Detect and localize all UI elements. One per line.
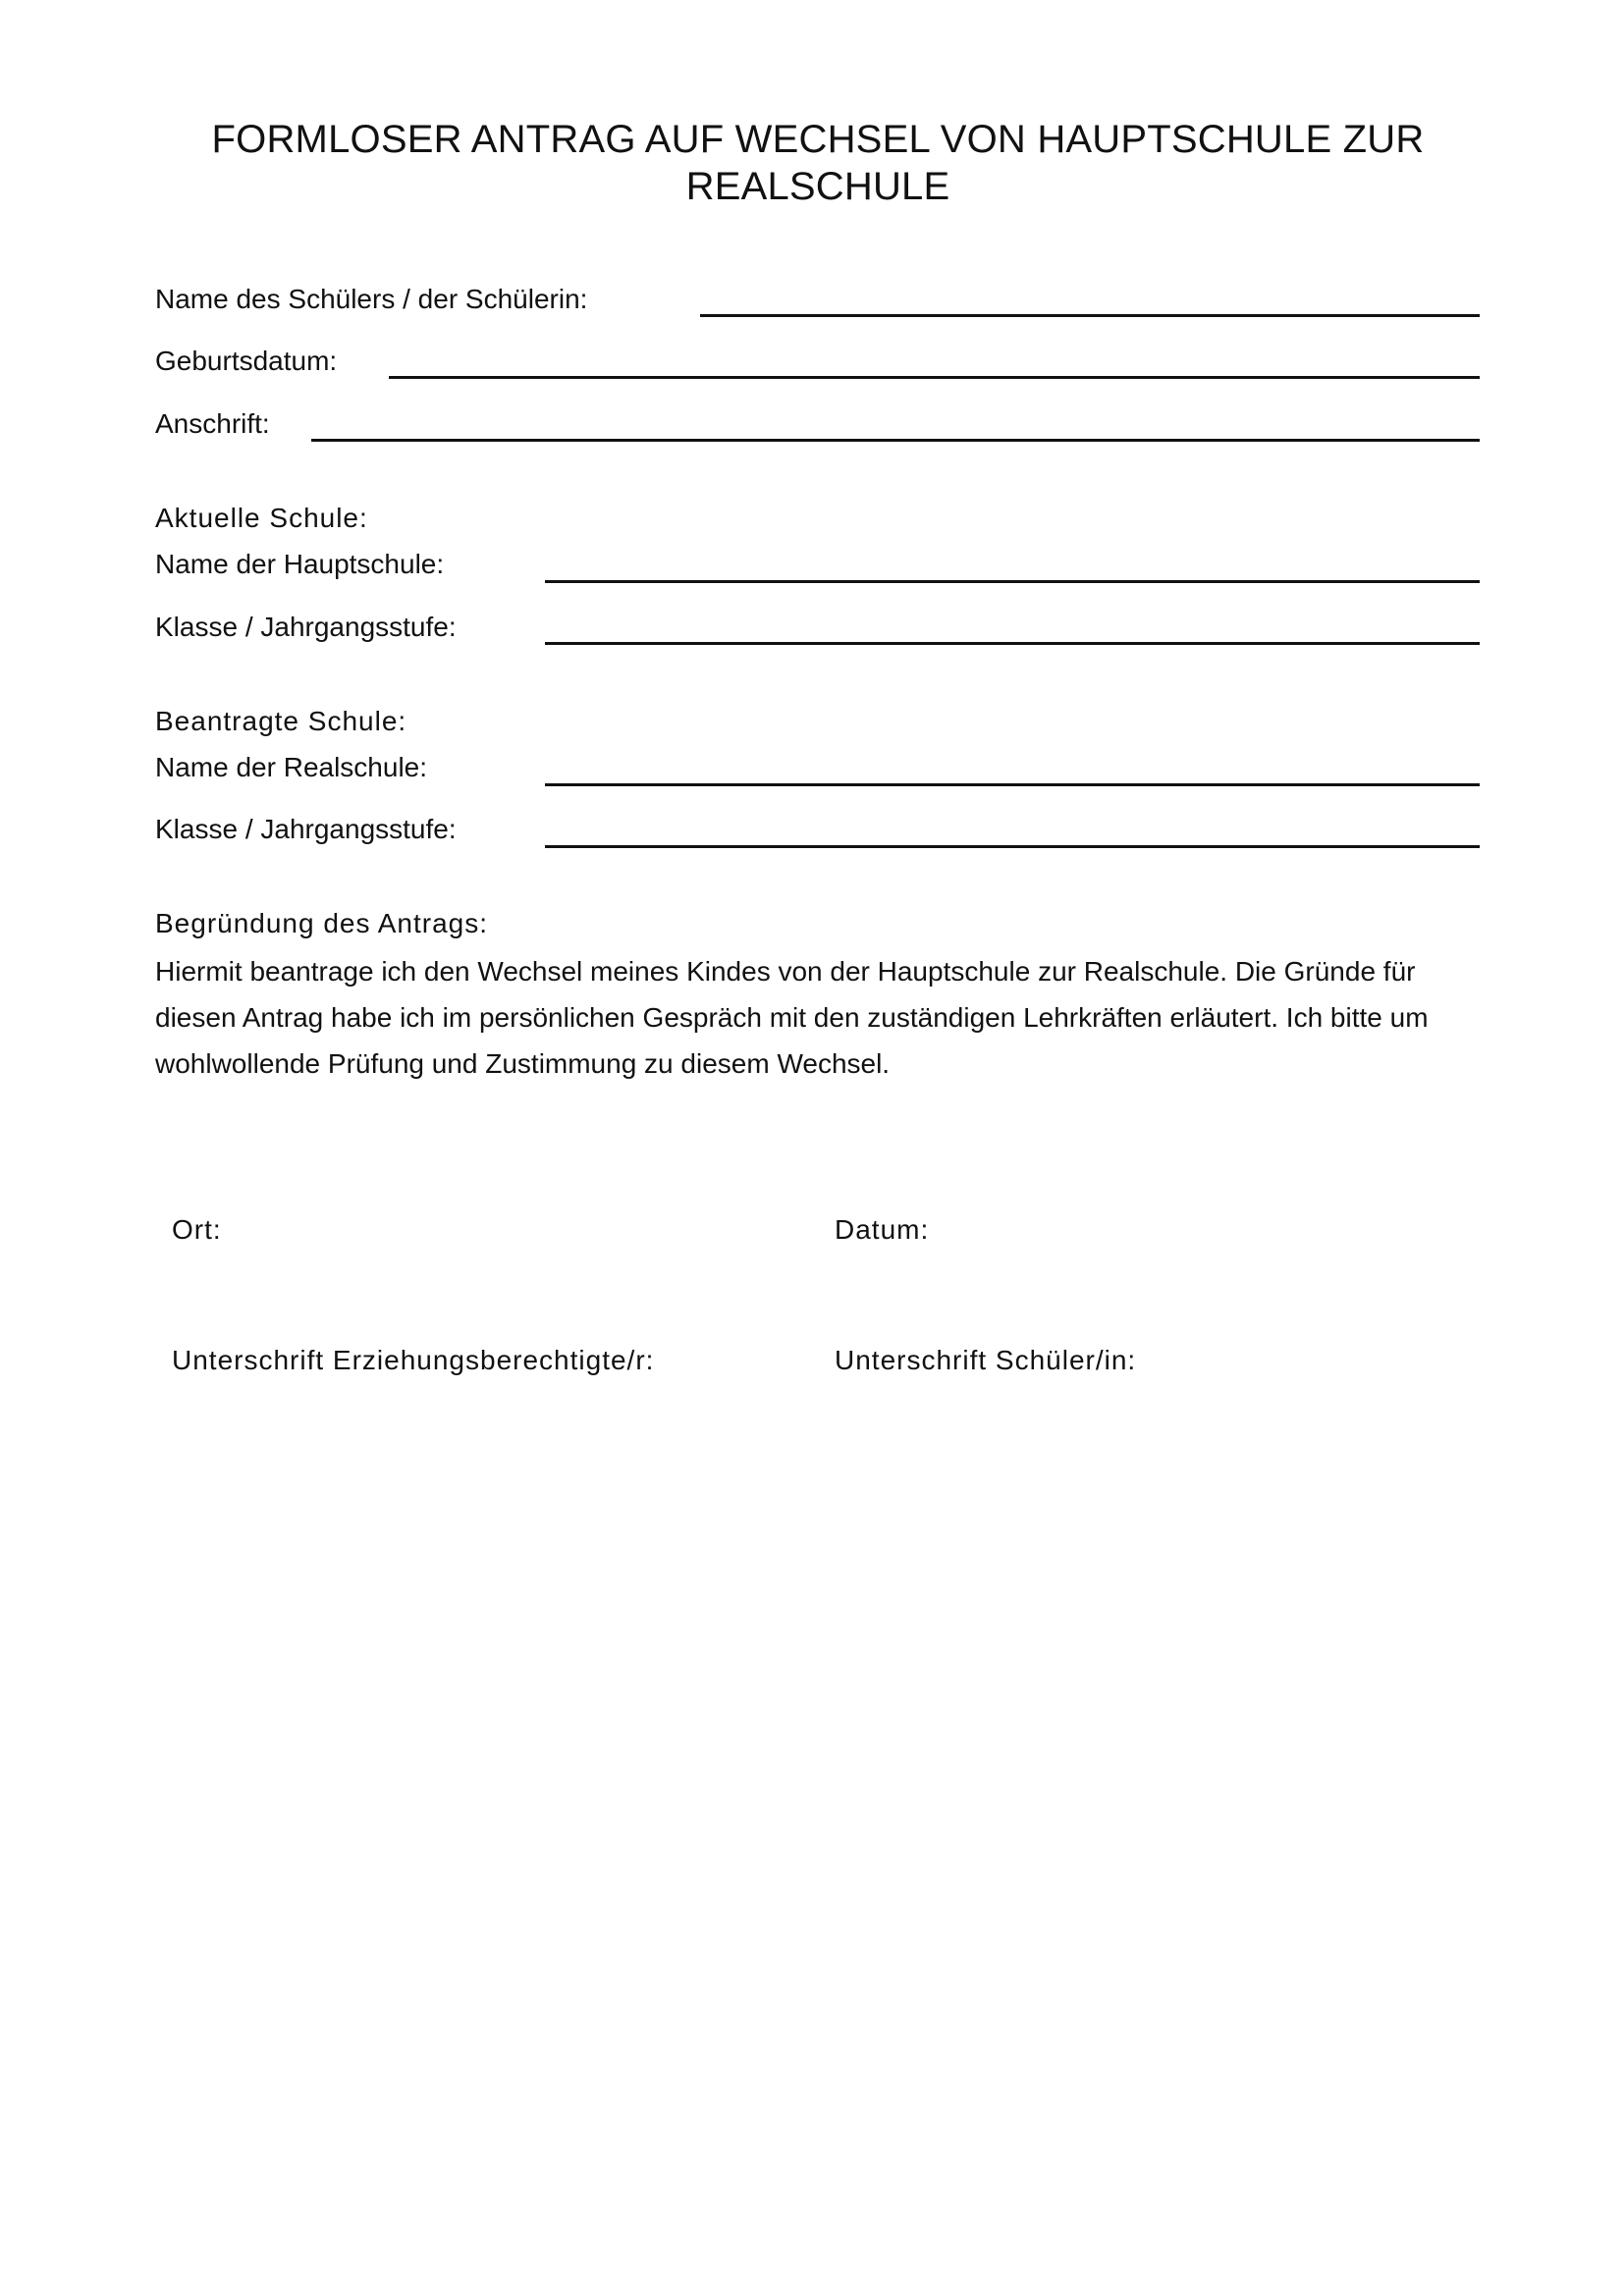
current-class-label: Klasse / Jahrgangsstufe:: [155, 612, 457, 642]
current-school-heading: Aktuelle Schule:: [155, 503, 368, 533]
requested-class-label: Klasse / Jahrgangsstufe:: [155, 814, 457, 844]
requested-school-heading: Beantragte Schule:: [155, 706, 407, 736]
current-school-name-label: Name der Hauptschule:: [155, 549, 445, 579]
current-class-field[interactable]: [545, 642, 1480, 645]
reason-text: Hiermit beantrage ich den Wechsel meines Kindes von der Hauptschule zur Realschule. Die Gründe für diesen Antrag habe ich im persönlichen Gespräch mit den zuständigen Lehrkräften erläutert. Ich bitte um wohlwollende Prüfung und Zustimmung zu diesem Wechsel.: [155, 956, 1429, 1079]
place-label: Ort:: [172, 1214, 222, 1245]
requested-school-name-field[interactable]: [545, 783, 1480, 786]
birthdate-label: Geburtsdatum:: [155, 346, 338, 376]
address-label: Anschrift:: [155, 408, 270, 439]
birthdate-field[interactable]: [389, 376, 1480, 379]
address-field[interactable]: [311, 439, 1480, 442]
student-name-field[interactable]: [700, 314, 1480, 317]
requested-class-field[interactable]: [545, 845, 1480, 848]
guardian-signature-label: Unterschrift Erziehungsberechtigte/r:: [172, 1345, 655, 1375]
student-name-label: Name des Schülers / der Schülerin:: [155, 284, 588, 314]
reason-heading: Begründung des Antrags:: [155, 908, 489, 938]
date-label: Datum:: [835, 1214, 930, 1245]
student-signature-label: Unterschrift Schüler/in:: [835, 1345, 1137, 1375]
requested-school-name-label: Name der Realschule:: [155, 752, 428, 782]
current-school-name-field[interactable]: [545, 580, 1480, 583]
page-title: FORMLOSER ANTRAG AUF WECHSEL VON HAUPTSCHULE ZUR REALSCHULE: [211, 118, 1425, 208]
